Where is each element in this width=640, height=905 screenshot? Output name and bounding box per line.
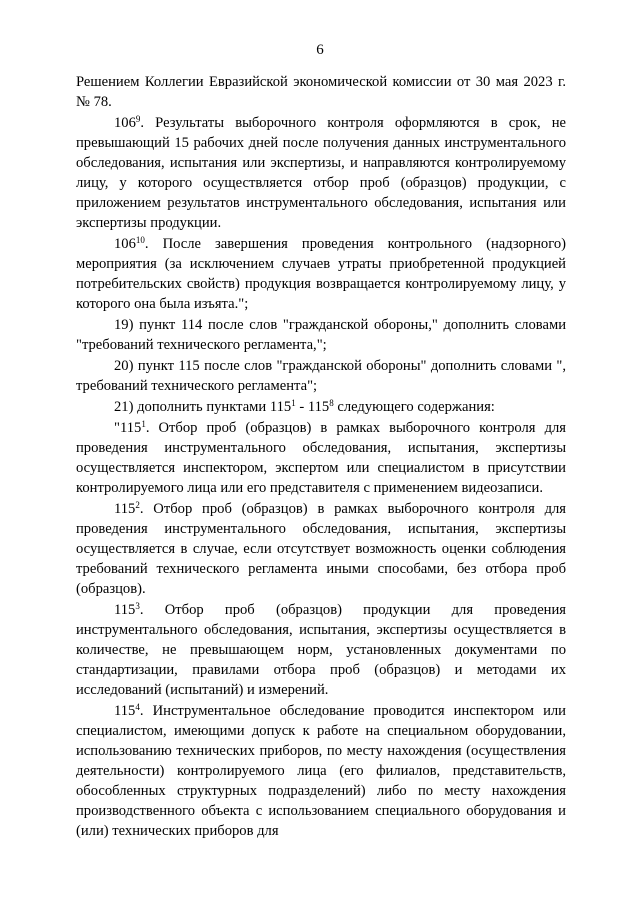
paragraph <box>76 315 566 355</box>
paragraph <box>76 499 566 599</box>
paragraph-text: 115 <box>114 703 136 719</box>
paragraph-text: . Отбор проб (образцов) продукции для проведения инструментального обследования, испытания, экспертизы осуществляется в количестве, не превышающем норм, установленных документами по стандартизации, правилами отбора проб (образцов) и методами их исследований (испытаний) и измерений. <box>76 602 566 698</box>
paragraph-text: . Отбор проб (образцов) в рамках выборочного контроля для проведения инструментального обследования, испытания, экспертизы осуществляется инспектором, экспертом или специалистом в присутствии контролируемого лица или его представителя с применением видеозаписи. <box>76 420 566 496</box>
paragraph-text: 20) пункт 115 после слов "гражданской обороны" дополнить словами ", требований технического регламента"; <box>76 358 566 394</box>
paragraph-text: . После завершения проведения контрольного (надзорного) мероприятия (за исключением случаев утраты приобретенной продукцией потребительских свойств) продукция возвращается контролируемому лицу, у которого она была изъята."; <box>76 236 566 312</box>
paragraph <box>76 356 566 396</box>
paragraph-text: . Результаты выборочного контроля оформляются в срок, не превышающий 15 рабочих дней после получения данных инструментального обследования, испытания или экспертизы, и направляются контролируемому лицу, у которого осуществляется отбор проб (образцов) продукции, с приложением результатов инструментального обследования, испытания или экспертизы продукции. <box>76 115 566 231</box>
paragraph-text: "115 <box>114 420 142 436</box>
paragraph-text: - 115 <box>295 399 330 415</box>
paragraph-text: Решением Коллегии Евразийской экономической комиссии от 30 мая 2023 г. № 78. <box>76 74 566 110</box>
paragraph <box>76 234 566 314</box>
footnote-superscript: 9 <box>135 114 141 124</box>
paragraph-text: 19) пункт 114 после слов "гражданской обороны," дополнить словами "требований технического регламента,"; <box>76 317 566 353</box>
footnote-superscript: 3 <box>135 601 140 611</box>
paragraph-text: следующего содержания: <box>333 399 495 415</box>
footnote-superscript: 10 <box>135 235 145 245</box>
footnote-superscript: 8 <box>329 398 334 408</box>
paragraph <box>76 600 566 700</box>
paragraph <box>76 72 566 112</box>
paragraph-text: 115 <box>114 501 136 517</box>
paragraph-text: 21) дополнить пунктами 115 <box>114 399 292 415</box>
paragraph-text: 106 <box>114 236 136 252</box>
paragraph-text: . Инструментальное обследование проводится инспектором или специалистом, имеющими допуск к работе на специальном оборудовании, использованию технических приборов, по месту нахождения (осуществления деятельности) контролируемого лица (его филиалов, представительств, обособленных структурных подразделений) либо по месту нахождения производственного объекта с использованием специального оборудования и (или) технических приборов для <box>76 703 566 839</box>
footnote-superscript: 4 <box>135 702 140 712</box>
footnote-superscript: 1 <box>141 419 146 429</box>
paragraph-text: 106 <box>114 115 136 131</box>
paragraph-text: 115 <box>114 602 136 618</box>
document-body <box>76 72 566 842</box>
footnote-superscript: 2 <box>135 500 140 510</box>
page-number: 6 <box>316 42 324 58</box>
footnote-superscript: 1 <box>291 398 296 408</box>
paragraph <box>76 397 566 417</box>
paragraph-text: . Отбор проб (образцов) в рамках выборочного контроля для проведения инструментального обследования, испытания, экспертизы осуществляется в случае, если отсутствует возможность оценки соблюдения требований технического регламента иными способами, без отбора проб (образцов). <box>76 501 566 597</box>
paragraph <box>76 113 566 233</box>
paragraph <box>76 701 566 841</box>
paragraph <box>76 418 566 498</box>
